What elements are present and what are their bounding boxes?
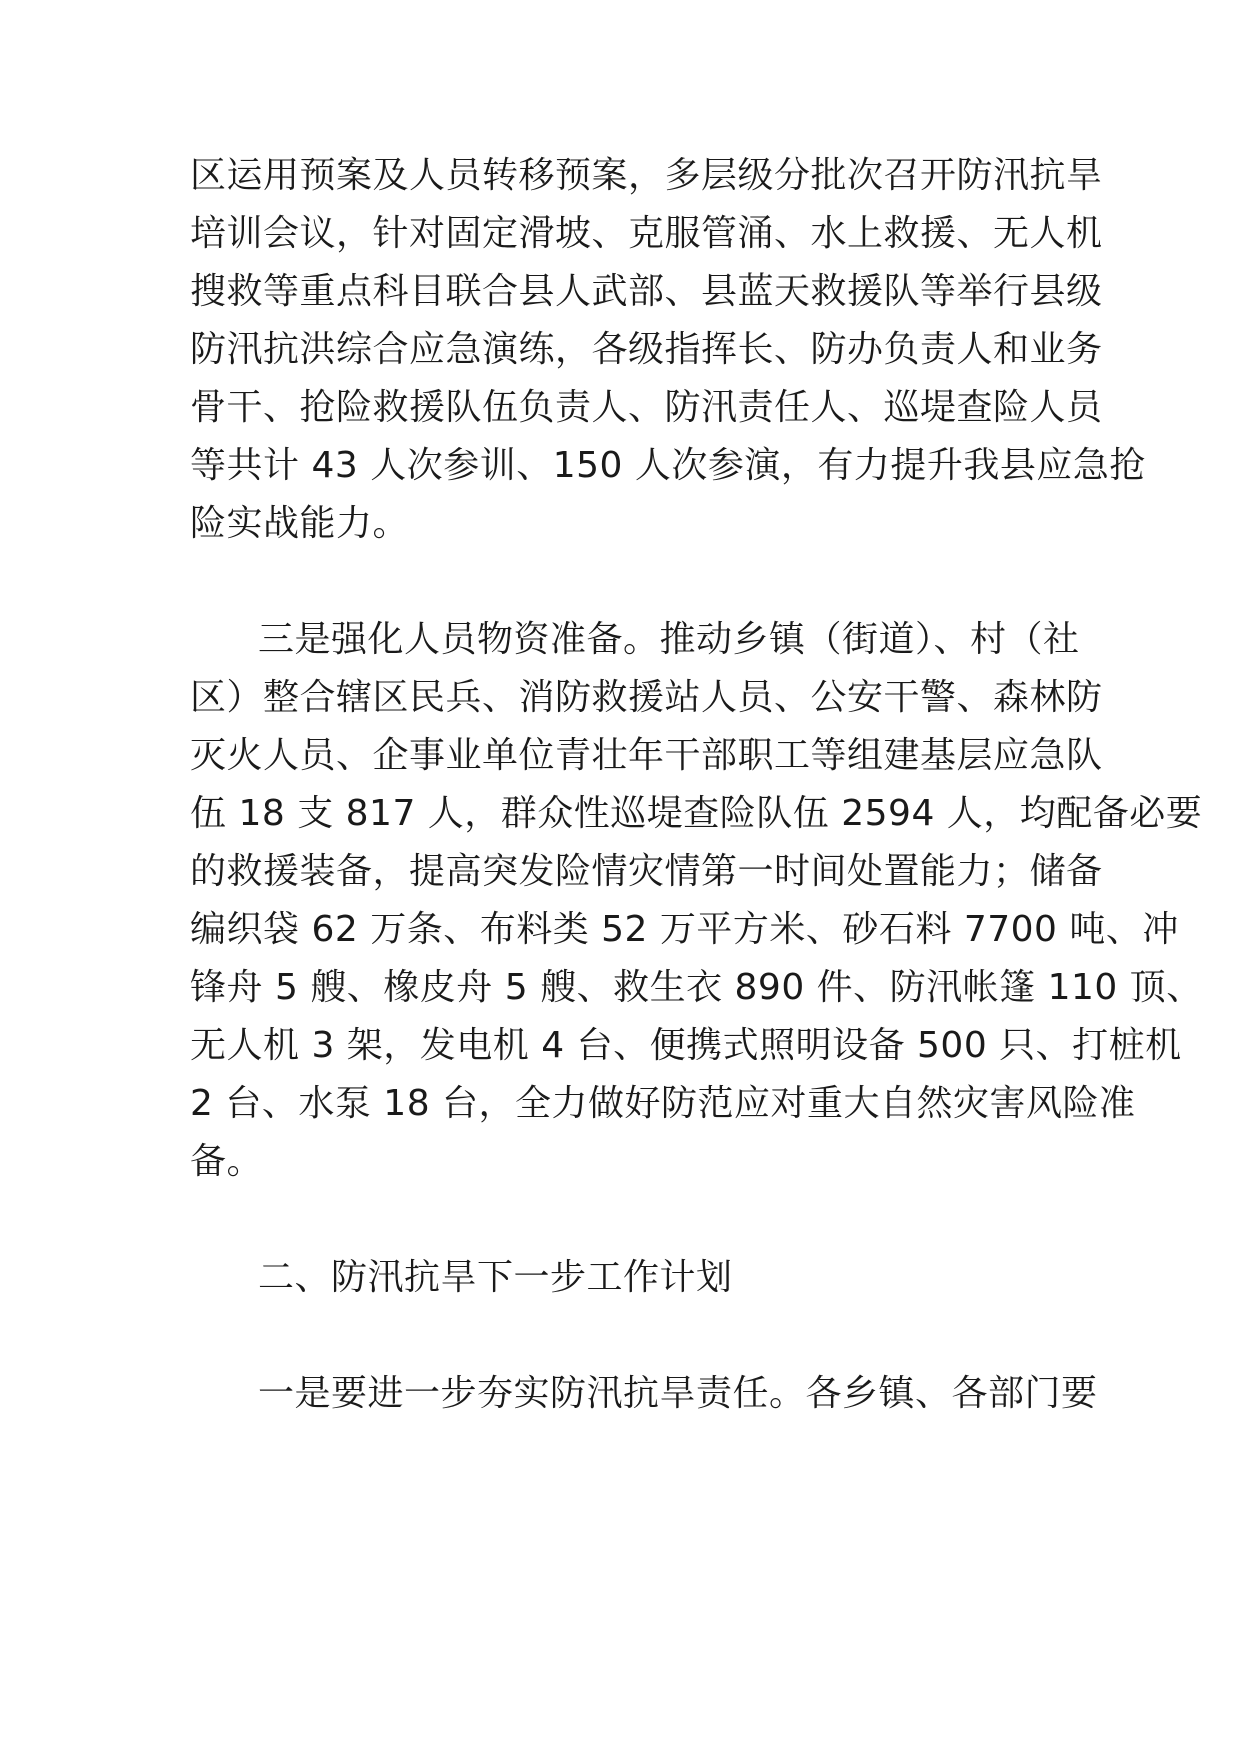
text-line: 区运用预案及人员转移预案，多层级分批次召开防汛抗旱	[190, 155, 1103, 196]
text-line: 区）整合辖区民兵、消防救援站人员、公安干警、森林防	[190, 677, 1103, 718]
text-line: 灭火人员、企事业单位青壮年干部职工等组建基层应急队	[190, 735, 1103, 776]
text-line: 等共计 43 人次参训、150 人次参演，有力提升我县应急抢	[190, 445, 1146, 486]
text-line: 险实战能力。	[190, 503, 410, 544]
text-line: 的救援装备，提高突发险情灾情第一时间处置能力；储备	[190, 851, 1103, 892]
text-line: 伍 18 支 817 人，群众性巡堤查险队伍 2594 人，均配备必要	[190, 793, 1203, 834]
text-line: 编织袋 62 万条、布料类 52 万平方米、砂石料 7700 吨、冲	[190, 909, 1179, 950]
text-line: 三是强化人员物资准备。推动乡镇（街道）、村（社	[258, 619, 1080, 660]
text-line: 备。	[190, 1141, 264, 1182]
text-line: 培训会议，针对固定滑坡、克服管涌、水上救援、无人机	[190, 213, 1103, 254]
text-line: 一是要进一步夯实防汛抗旱责任。各乡镇、各部门要	[258, 1373, 1098, 1414]
text-line: 搜救等重点科目联合县人武部、县蓝天救援队等举行县级	[190, 271, 1103, 312]
text-line: 锋舟 5 艘、橡皮舟 5 艘、救生衣 890 件、防汛帐篷 110 顶、	[190, 967, 1203, 1008]
text-line: 2 台、水泵 18 台，全力做好防范应对重大自然灾害风险准	[190, 1083, 1136, 1124]
text-line: 防汛抗洪综合应急演练，各级指挥长、防办负责人和业务	[190, 329, 1103, 370]
text-line: 骨干、抢险救援队伍负责人、防汛责任人、巡堤查险人员	[190, 387, 1103, 428]
section-heading: 二、防汛抗旱下一步工作计划	[258, 1257, 733, 1298]
text-line: 无人机 3 架，发电机 4 台、便携式照明设备 500 只、打桩机	[190, 1025, 1182, 1066]
